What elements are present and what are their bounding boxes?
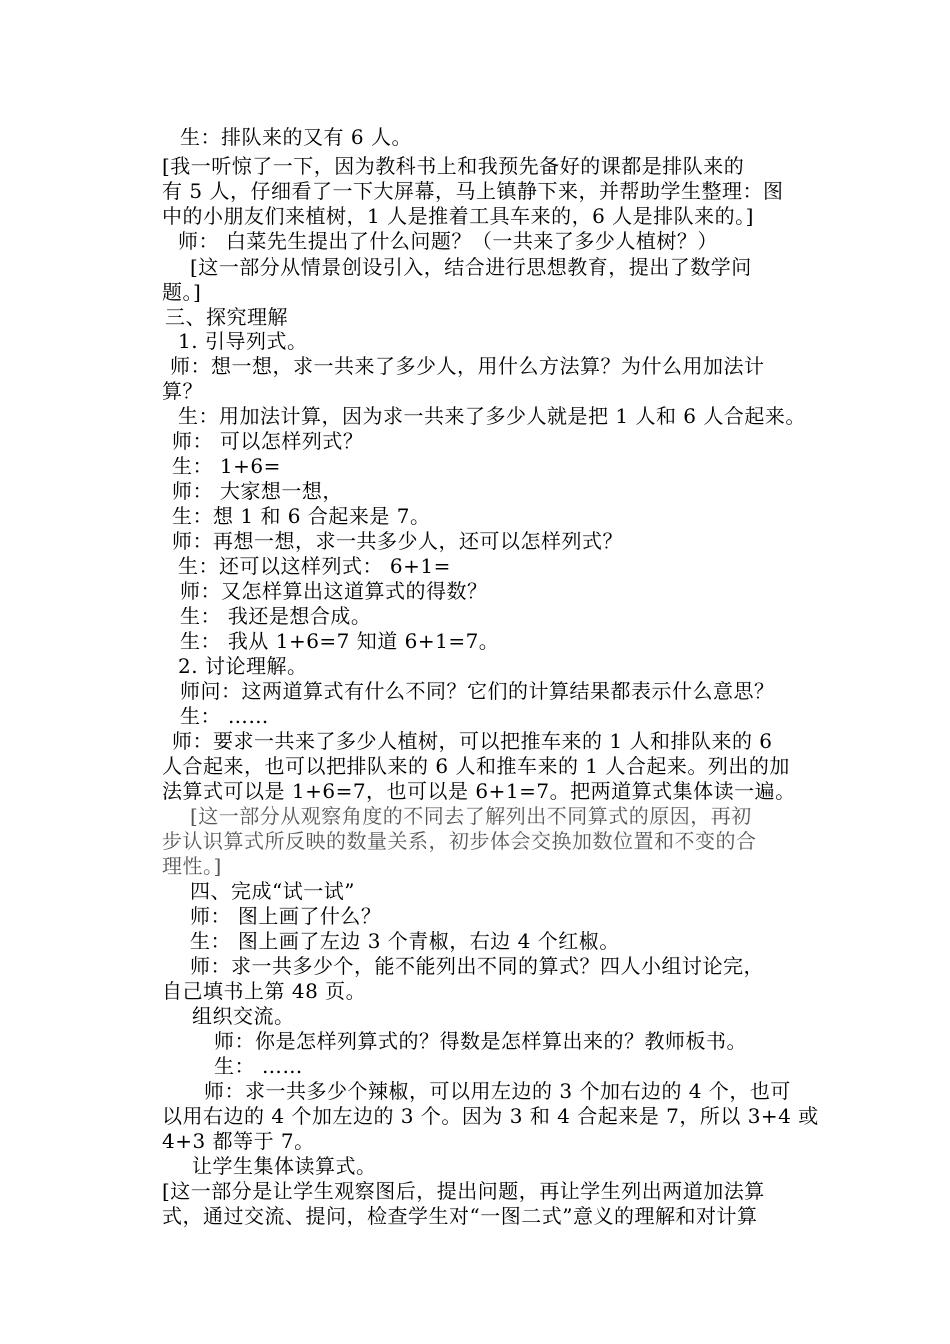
subsection-heading: 2. 讨论理解。	[178, 654, 308, 678]
commentary-line: [这一部分从观察角度的不同去了解列出不同算式的原因，再初	[190, 804, 752, 828]
text-line: 生： 我从 1+6=7 知道 6+1=7。	[180, 629, 500, 653]
text-line: 师：又怎样算出这道算式的得数？	[180, 579, 488, 603]
text-line: 生： 我还是想合成。	[180, 604, 372, 628]
text-line: 4+3 都等于 7。	[162, 1129, 315, 1153]
text-line: 算？	[162, 379, 203, 403]
text-line: 人合起来，也可以把排队来的 6 人和推车来的 1 人合起来。列出的加	[162, 754, 790, 778]
section-heading: 三、探究理解	[165, 305, 288, 329]
text-line: 有 5 人，仔细看了一下大屏幕，马上镇静下来，并帮助学生整理：图	[162, 179, 784, 203]
text-line: 生： 图上画了左边 3 个青椒，右边 4 个红椒。	[190, 929, 620, 953]
text-line: 师： 大家想一想，	[172, 479, 343, 503]
text-line: [这一部分是让学生观察图后，提出问题，再让学生列出两道加法算	[162, 1179, 765, 1203]
text-line: 师：再想一想，求一共多少人，还可以怎样列式？	[172, 529, 623, 553]
text-line: 生： ……	[180, 704, 269, 728]
text-line: 自己填书上第 48 页。	[162, 979, 367, 1003]
section-heading: 四、完成“试一试”	[190, 879, 355, 903]
text-line: 生：还可以这样列式： 6+1=	[178, 554, 451, 578]
text-line: 生： ……	[214, 1054, 303, 1078]
text-line: 中的小朋友们来植树，1 人是推着工具车来的，6 人是排队来的。]	[162, 204, 754, 228]
text-line: 师： 可以怎样列式？	[172, 429, 364, 453]
text-line: 生： 1+6=	[172, 454, 281, 478]
text-line: 以用右边的 4 个加左边的 3 个。因为 3 和 4 合起来是 7，所以 3+4 或	[162, 1104, 819, 1128]
text-line: 法算式可以是 1+6=7，也可以是 6+1=7。把两道算式集体读一遍。	[162, 779, 796, 803]
text-line: 让学生集体读算式。	[192, 1154, 377, 1178]
text-line: 组织交流。	[192, 1004, 295, 1028]
text-line: 题。]	[162, 280, 202, 304]
text-line: 生：想 1 和 6 合起来是 7。	[172, 504, 431, 528]
text-line: [这一部分从情景创设引入，结合进行思想教育，提出了数学问	[190, 255, 752, 279]
text-line: 师：想一想，求一共来了多少人，用什么方法算？为什么用加法计	[170, 354, 765, 378]
text-line: 师：求一共多少个，能不能列出不同的算式？四人小组讨论完，	[190, 954, 764, 978]
commentary-line: 理性。]	[162, 854, 222, 878]
text-line: 师：要求一共来了多少人植树，可以把推车来的 1 人和排队来的 6	[172, 729, 773, 753]
commentary-line: 步认识算式所反映的数量关系，初步体会交换加数位置和不变的合	[162, 829, 757, 853]
text-line: 师： 图上画了什么？	[190, 904, 382, 928]
text-line: 式，通过交流、提问，检查学生对“一图二式”意义的理解和对计算	[162, 1204, 758, 1228]
subsection-heading: 1. 引导列式。	[178, 329, 308, 353]
text-line: 师： 白菜先生提出了什么问题？（一共来了多少人植树？）	[178, 229, 718, 253]
text-line: 生：排队来的又有 6 人。	[180, 125, 412, 149]
text-line: 师问：这两道算式有什么不同？它们的计算结果都表示什么意思？	[180, 679, 775, 703]
text-line: 师：求一共多少个辣椒，可以用左边的 3 个加右边的 4 个，也可	[204, 1079, 791, 1103]
text-line: 师：你是怎样列算式的？得数是怎样算出来的？教师板书。	[214, 1029, 747, 1053]
text-line: [我一听惊了一下，因为教科书上和我预先备好的课都是排队来的	[162, 154, 745, 178]
text-line: 生：用加法计算，因为求一共来了多少人就是把 1 人和 6 人合起来。	[178, 404, 806, 428]
